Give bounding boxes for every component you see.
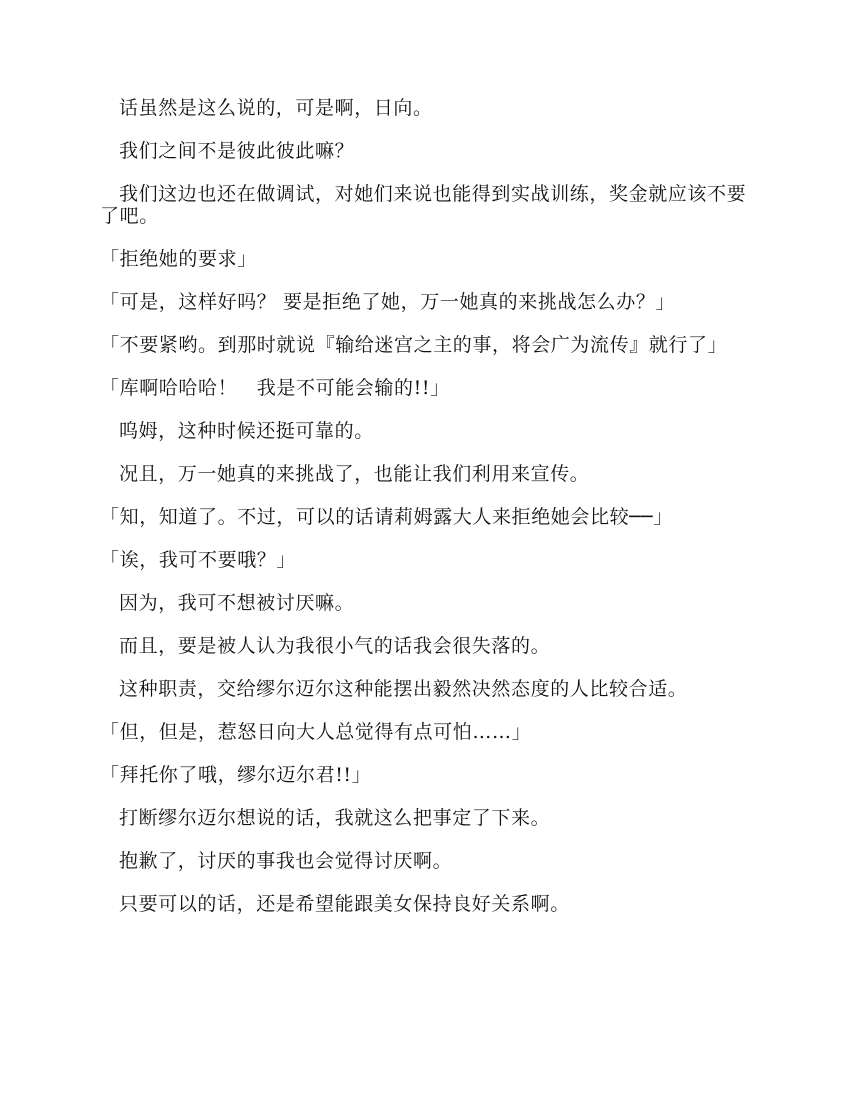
dialogue-line: 「库啊哈哈哈！ 我是不可能会输的!!」 xyxy=(100,377,450,399)
paragraph: 抱歉了，讨厌的事我也会觉得讨厌啊。 xyxy=(119,850,453,872)
paragraph: 呜姆，这种时候还挺可靠的。 xyxy=(119,420,374,442)
document-page xyxy=(100,97,750,936)
paragraph: 我们之间不是彼此彼此嘛？ xyxy=(119,140,355,162)
paragraph: 只要可以的话，还是希望能跟美女保持良好关系啊。 xyxy=(119,893,570,915)
paragraph: 这种职责，交给缪尔迈尔这种能摆出毅然决然态度的人比较合适。 xyxy=(119,678,688,700)
dialogue-line: 「不要紧哟。到那时就说『输给迷宫之主的事，将会广为流传』就行了」 xyxy=(100,334,728,356)
paragraph: 而且，要是被人认为我很小气的话我会很失落的。 xyxy=(119,635,551,657)
paragraph: 打断缪尔迈尔想说的话，我就这么把事定了下来。 xyxy=(119,807,551,829)
dialogue-line: 「拜托你了哦，缪尔迈尔君!!」 xyxy=(100,764,372,786)
dialogue-line: 「知，知道了。不过，可以的话请莉姆露大人来拒绝她会比较──」 xyxy=(100,506,673,528)
paragraph: 话虽然是这么说的，可是啊，日向。 xyxy=(119,97,433,119)
dialogue-line: 「但，但是，惹怒日向大人总觉得有点可怕……」 xyxy=(100,721,532,743)
paragraph: 因为，我可不想被讨厌嘛。 xyxy=(119,592,355,614)
paragraph: 况且，万一她真的来挑战了，也能让我们利用来宣传。 xyxy=(119,463,590,485)
paragraph: 我们这边也还在做调试，对她们来说也能得到实战训练，奖金就应该不要了吧。 xyxy=(100,183,747,227)
dialogue-line: 「拒绝她的要求」 xyxy=(100,248,257,270)
dialogue-line: 「可是，这样好吗？ 要是拒绝了她，万一她真的来挑战怎么办？」 xyxy=(100,291,676,313)
dialogue-line: 「诶，我可不要哦？」 xyxy=(100,549,297,571)
